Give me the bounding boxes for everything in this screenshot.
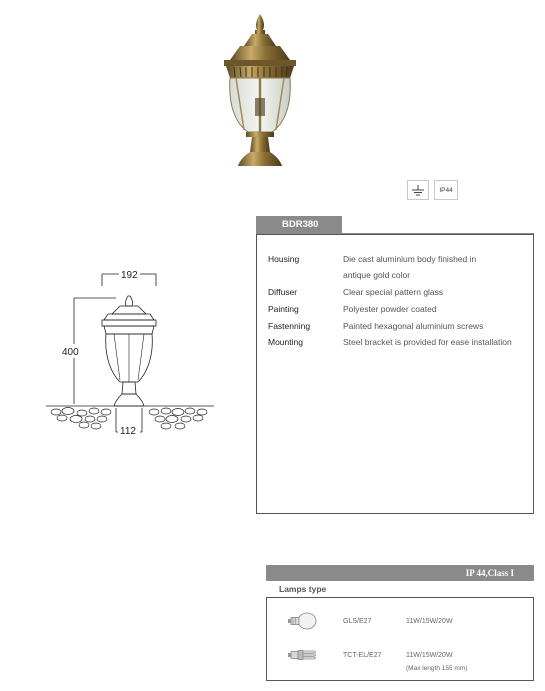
gls-bulb-icon	[285, 609, 319, 638]
spec-value: Painted hexagonal aluminium screws	[343, 321, 484, 331]
width-dimension-label: 192	[121, 270, 138, 281]
lamp-panel	[266, 597, 534, 681]
lamp-row-gls	[267, 609, 533, 637]
lamp-row-tct	[267, 643, 533, 671]
spec-label: Mounting	[268, 337, 303, 347]
spec-panel	[256, 234, 534, 514]
product-photo	[206, 6, 314, 171]
dimension-drawing	[44, 262, 224, 437]
earth-ground-icon	[407, 180, 429, 200]
spec-label: Painting	[268, 304, 299, 314]
spec-label: Fastenning	[268, 321, 311, 331]
lamp-wattage: 11W/15W/20W	[406, 618, 453, 625]
ip44-badge: IP44	[434, 180, 458, 200]
base-dimension-label: 112	[120, 426, 136, 437]
lamp-code: GLS/E27	[343, 618, 372, 625]
spec-label: Housing	[268, 254, 300, 264]
lamp-title: Lamps type	[279, 584, 327, 594]
lamp-header: IP 44,Class I	[266, 565, 534, 581]
spec-value: Steel bracket is provided for ease installation	[343, 337, 512, 347]
spec-value: antique gold color	[343, 270, 411, 280]
lamp-note: (Max length 155 mm)	[406, 665, 468, 672]
lamp-code: TCT-EL/E27	[343, 652, 382, 659]
spec-label: Diffuser	[268, 287, 298, 297]
tct-compact-lamp-icon	[285, 643, 319, 672]
height-dimension-label: 400	[62, 347, 79, 358]
certification-icons	[407, 180, 458, 200]
lamp-wattage: 11W/15W/20W	[406, 652, 453, 659]
spec-value: Die cast aluminium body finished in	[343, 254, 477, 264]
product-code-tab: BDR380	[256, 216, 342, 234]
spec-value: Clear special pattern glass	[343, 287, 444, 297]
spec-value: Polyester powder coated	[343, 304, 437, 314]
